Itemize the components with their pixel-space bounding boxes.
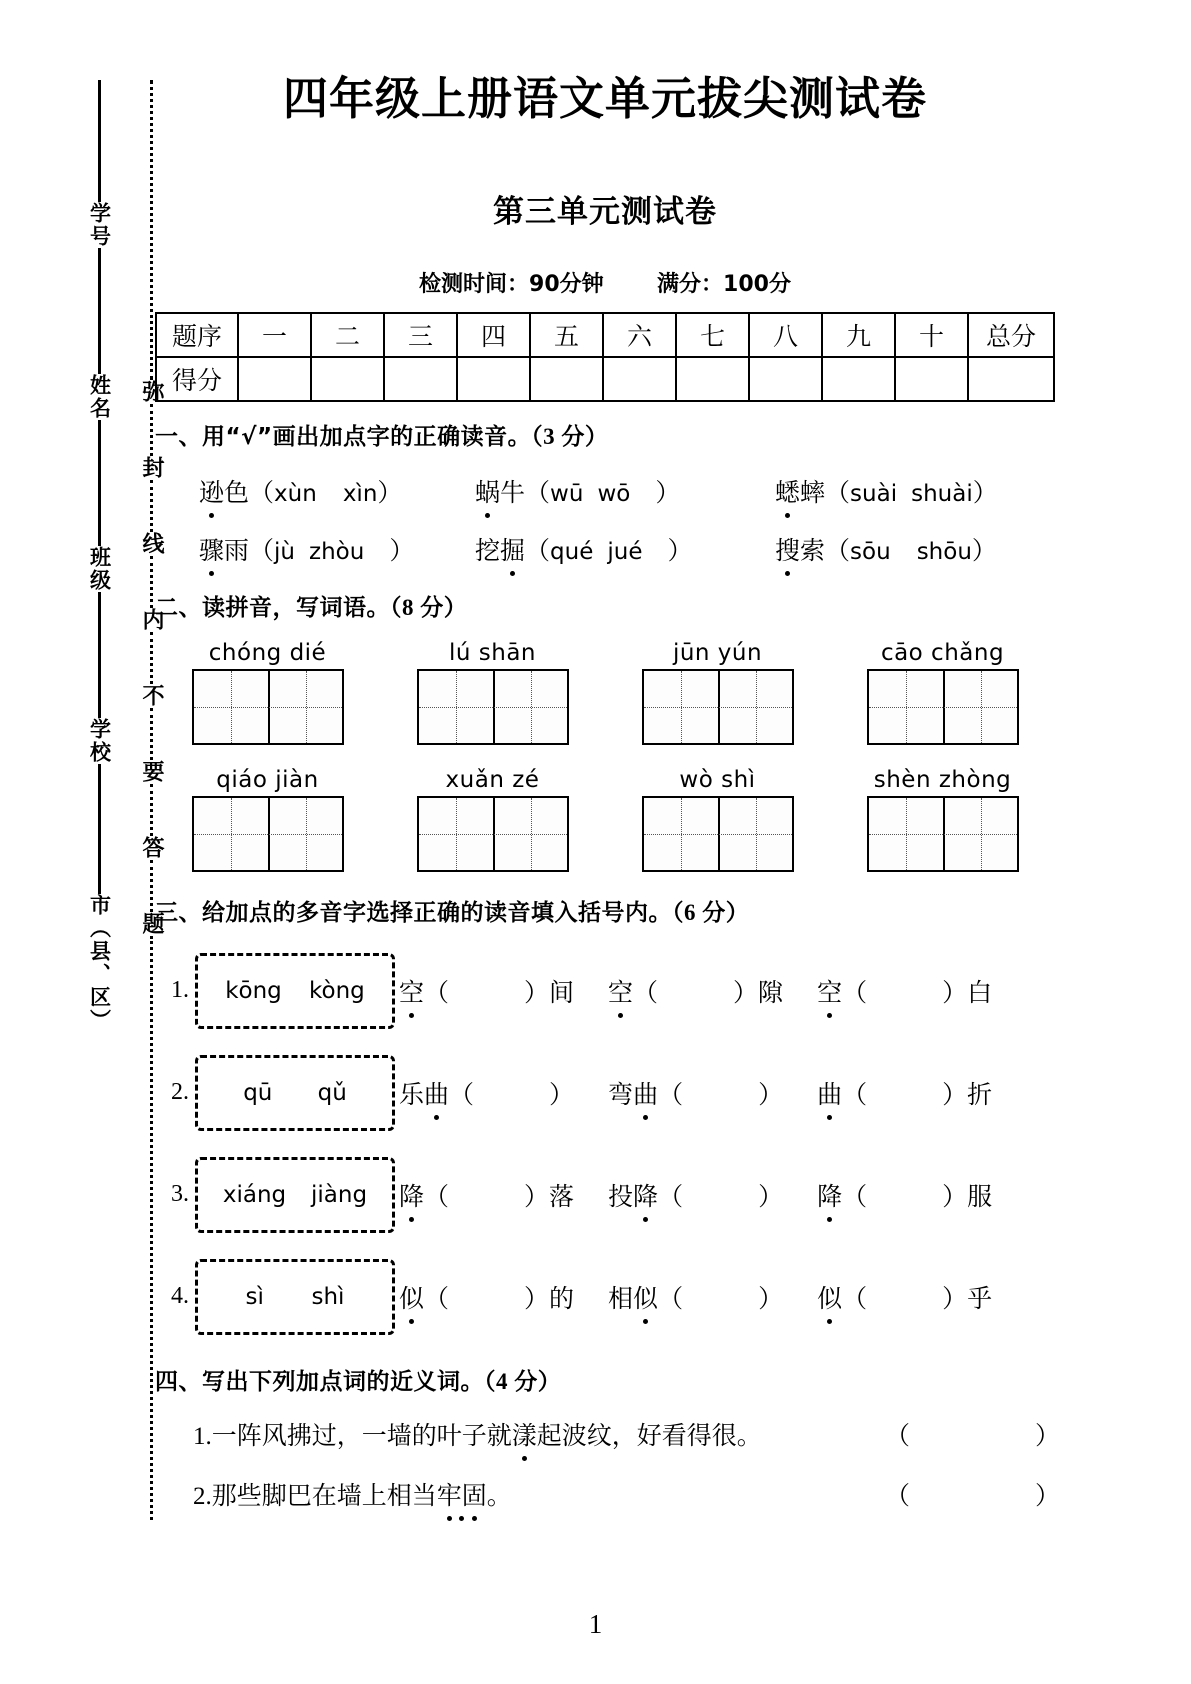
q3-pinyin-a[interactable]: kōng: [225, 977, 282, 1004]
q3-word-list[interactable]: [395, 1075, 992, 1111]
score-table-col-1: 一: [238, 313, 311, 357]
q2-writing-grid[interactable]: [867, 669, 1019, 745]
score-table-label-score: 得分: [156, 357, 238, 401]
score-cell-3[interactable]: [384, 357, 457, 401]
q1-item-1[interactable]: 逊色（xùn xìn）: [155, 473, 475, 509]
grid-square[interactable]: [268, 798, 342, 870]
q2-pinyin-label: xuǎn zé: [445, 766, 540, 793]
q4-item-number: 2.: [193, 1482, 212, 1510]
q3-pinyin-choice-box[interactable]: [195, 1055, 395, 1131]
q1-dotted-char: 蜗: [475, 473, 500, 509]
q3-word: [817, 1279, 992, 1315]
q3-dotted-char: 曲: [424, 1075, 449, 1111]
exam-meta: [155, 267, 1055, 298]
q4-dotted-char-2: 固: [462, 1476, 487, 1512]
grid-square[interactable]: [194, 671, 268, 743]
q3-pinyin-b[interactable]: shì: [311, 1283, 345, 1310]
q2-cell-8: [830, 767, 1055, 872]
score-table-col-4: 四: [457, 313, 530, 357]
q1-option-b[interactable]: shuài: [911, 480, 973, 507]
q1-dotted-char: 掘: [500, 531, 525, 567]
q3-dotted-char: 曲: [817, 1075, 842, 1111]
q3-word-tail[interactable]: （ ）: [658, 1081, 784, 1109]
q3-pinyin-choice-box[interactable]: [195, 1157, 395, 1233]
q2-cell-7: [605, 767, 830, 872]
section-heading-4: [155, 1363, 1055, 1396]
section-3-title: 三、给加点的多音字选择正确的读音填入括号内。: [155, 899, 672, 926]
grid-square[interactable]: [869, 671, 943, 743]
q4-sentence-part-a: 一阵风拂过，一墙的叶子就: [211, 1422, 512, 1450]
q2-writing-grid[interactable]: [417, 669, 569, 745]
section-4-title: 四、写出下列加点词的近义词。: [155, 1368, 484, 1395]
q1-dotted-char: 蟋: [775, 473, 800, 509]
q1-item-6[interactable]: 搜索（sōu shōu）: [775, 531, 1055, 567]
q1-option-a[interactable]: suài: [850, 480, 898, 507]
q2-cell-4: [830, 640, 1055, 745]
score-table-col-2: 二: [311, 313, 384, 357]
q1-dotted-char: 逊: [199, 473, 224, 509]
exam-full-marks: 满分：100分: [657, 271, 791, 297]
q2-cell-5: [155, 767, 380, 872]
q1-dotted-char: 搜: [775, 531, 800, 567]
q2-pinyin-label: lú shān: [448, 639, 536, 666]
q3-word-tail[interactable]: （ ）落: [424, 1183, 575, 1211]
section-2-title: 二、读拼音，写词语。: [155, 594, 390, 621]
score-cell-7[interactable]: [676, 357, 749, 401]
q4-sentence: [193, 1476, 885, 1512]
q1-option-b[interactable]: shōu: [916, 538, 972, 565]
q3-word: [817, 1177, 992, 1213]
q3-pinyin-choice-box[interactable]: [195, 953, 395, 1029]
score-cell-5[interactable]: [530, 357, 603, 401]
section-heading-3: [155, 894, 1055, 927]
q4-answer-blank[interactable]: [885, 1476, 1061, 1512]
grid-square[interactable]: [943, 671, 1017, 743]
seal-label-class: 班级: [87, 546, 112, 592]
grid-square[interactable]: [493, 798, 567, 870]
q1-option-b[interactable]: xìn: [342, 480, 378, 507]
q4-sentence-part-a: 那些脚巴在墙上相当: [211, 1482, 437, 1510]
q2-writing-grid[interactable]: [417, 796, 569, 872]
page-subtitle: 第三单元测试卷: [493, 193, 717, 230]
score-table-col-9: 九: [822, 313, 895, 357]
grid-square[interactable]: [268, 671, 342, 743]
q1-option-a[interactable]: jù: [274, 538, 296, 565]
q3-pinyin-a[interactable]: qū: [243, 1079, 273, 1106]
q1-option-b[interactable]: zhòu: [309, 538, 365, 565]
q2-cell-1: [155, 640, 380, 745]
q3-dotted-char: 似: [399, 1279, 424, 1315]
grid-square[interactable]: [718, 671, 792, 743]
q3-dotted-char: 曲: [633, 1075, 658, 1111]
q3-word: [399, 1279, 574, 1315]
q2-cell-3: [605, 640, 830, 745]
score-table-col-10: 十: [895, 313, 968, 357]
q3-word: [608, 1075, 783, 1111]
score-cell-6[interactable]: [603, 357, 676, 401]
q3-item-4: [155, 1259, 1055, 1335]
q4-dotted-word: [437, 1476, 487, 1512]
grid-square[interactable]: [419, 671, 493, 743]
q3-item-number: 4.: [171, 1283, 189, 1309]
q4-item-1: [155, 1416, 1061, 1452]
q3-pinyin-b[interactable]: jiàng: [311, 1181, 368, 1208]
q1-plain-char: 索: [800, 537, 826, 565]
section-1-title: 一、用“√”画出加点字的正确读音。: [155, 423, 532, 450]
q3-word-tail[interactable]: （ ）服: [842, 1183, 993, 1211]
q3-item-3: [155, 1157, 1055, 1233]
q3-dotted-char: 降: [633, 1177, 658, 1213]
q3-dotted-char: 降: [399, 1177, 424, 1213]
grid-square[interactable]: [493, 671, 567, 743]
grid-square[interactable]: [644, 798, 718, 870]
q2-writing-grid[interactable]: [642, 796, 794, 872]
q3-word-tail[interactable]: （ ）: [658, 1285, 784, 1313]
q2-pinyin-label: qiáo jiàn: [216, 766, 319, 793]
seal-char-feng: 封: [139, 456, 164, 480]
q1-option-a[interactable]: sōu: [850, 538, 891, 565]
score-cell-1[interactable]: [238, 357, 311, 401]
seal-char-da: 答: [139, 836, 164, 860]
q3-pinyin-a[interactable]: sì: [245, 1283, 264, 1310]
q2-pinyin-label: cāo chǎng: [880, 639, 1005, 666]
section-heading-2: [155, 589, 1055, 622]
q3-pinyin-b[interactable]: kòng: [309, 977, 365, 1004]
seal-label-city-district: 市（县、区）: [87, 894, 112, 1032]
seal-char-mi: 弥: [139, 380, 164, 404]
q3-word-head: 弯: [608, 1081, 634, 1109]
q3-word-head: 乐: [399, 1081, 425, 1109]
section-2-row-2: [155, 767, 1055, 872]
q3-word-head: 投: [608, 1183, 634, 1211]
q1-item-2[interactable]: 蜗牛（wū wō ）: [475, 473, 775, 509]
q3-pinyin-choice-box[interactable]: [195, 1259, 395, 1335]
q1-plain-char: 色: [224, 479, 250, 507]
seal-label-school: 学校: [87, 718, 112, 764]
section-1-row-2: [155, 531, 1055, 567]
q1-dotted-char: 骤: [199, 531, 224, 567]
q3-word-tail[interactable]: （ ）折: [842, 1081, 993, 1109]
q2-pinyin-label: wò shì: [679, 766, 756, 793]
q1-item-5[interactable]: 挖掘（qué jué ）: [475, 531, 775, 567]
q3-word-tail[interactable]: （ ）的: [424, 1285, 575, 1313]
q4-dotted-char-1: 牢: [437, 1476, 462, 1512]
q3-dotted-char: 似: [817, 1279, 842, 1315]
score-table-col-8: 八: [749, 313, 822, 357]
grid-square[interactable]: [869, 798, 943, 870]
q2-writing-grid[interactable]: [192, 669, 344, 745]
section-4-points: （4 分）: [484, 1368, 562, 1394]
q3-word-tail[interactable]: （ ）白: [842, 979, 993, 1007]
q3-word: [817, 1075, 992, 1111]
q3-word: [399, 973, 574, 1009]
exam-content: [155, 0, 1061, 1512]
seal-margin: [40, 80, 164, 1520]
q3-pinyin-a[interactable]: xiáng: [222, 1181, 287, 1208]
q1-plain-char: 牛: [500, 479, 526, 507]
q1-plain-char: 挖: [475, 537, 501, 565]
score-table-col-7: 七: [676, 313, 749, 357]
q3-pinyin-b[interactable]: qǔ: [317, 1079, 347, 1106]
seal-char-nei: 内: [139, 608, 164, 632]
seal-outer-column: [78, 80, 120, 1520]
exam-time: 检测时间：90分钟: [419, 271, 604, 297]
q4-sentence-part-b: 起波纹，好看得很。: [536, 1422, 762, 1450]
score-table-col-3: 三: [384, 313, 457, 357]
page-title: 四年级上册语文单元拔尖测试卷: [282, 72, 927, 125]
score-cell-total[interactable]: [968, 357, 1054, 401]
score-cell-10[interactable]: [895, 357, 968, 401]
q2-writing-grid[interactable]: [642, 669, 794, 745]
grid-square[interactable]: [194, 798, 268, 870]
q3-item-number: 2.: [171, 1079, 189, 1105]
table-row-score: [156, 357, 1054, 401]
score-table-col-6: 六: [603, 313, 676, 357]
q1-plain-char: 雨: [224, 537, 250, 565]
table-row-question-order: [156, 313, 1054, 357]
q1-option-b[interactable]: jué: [607, 538, 643, 565]
q3-dotted-char: 空: [608, 973, 633, 1009]
score-cell-8[interactable]: [749, 357, 822, 401]
q4-dotted-word: 漾: [512, 1416, 537, 1452]
seal-char-xian: 线: [139, 532, 164, 556]
q2-cell-6: [380, 767, 605, 872]
section-heading-1: [155, 418, 1055, 451]
score-table-label-question: 题序: [156, 313, 238, 357]
seal-char-ti: 题: [139, 912, 164, 936]
q3-dotted-char: 似: [633, 1279, 658, 1315]
q3-word-tail[interactable]: （ ）: [658, 1183, 784, 1211]
q4-item-number: 1.: [193, 1422, 212, 1450]
q3-word: [608, 973, 783, 1009]
q2-pinyin-label: shèn zhòng: [873, 766, 1012, 793]
q4-answer-blank[interactable]: [885, 1416, 1061, 1452]
seal-char-bu: 不: [139, 684, 164, 708]
q3-word-tail[interactable]: （ ）乎: [842, 1285, 993, 1313]
q3-word-list[interactable]: [395, 1177, 992, 1213]
q3-item-2: [155, 1055, 1055, 1131]
q2-pinyin-label: jūn yún: [672, 639, 763, 666]
q4-answer-parens[interactable]: （ ）: [885, 1422, 1061, 1450]
section-2-points: （8 分）: [390, 594, 468, 620]
q1-item-3[interactable]: 蟋蟀（suài shuài）: [775, 473, 1055, 509]
q3-word: [399, 1075, 574, 1111]
grid-square[interactable]: [419, 798, 493, 870]
seal-char-yao: 要: [139, 760, 164, 784]
q4-sentence-part-b: 。: [486, 1482, 512, 1510]
q3-word-tail[interactable]: （ ）: [449, 1081, 575, 1109]
q3-item-1: [155, 953, 1055, 1029]
section-1-row-1: [155, 473, 1055, 509]
q2-cell-2: [380, 640, 605, 745]
seal-label-name: 姓名: [87, 374, 112, 420]
q3-word-head: 相: [608, 1285, 634, 1313]
score-cell-2[interactable]: [311, 357, 384, 401]
score-table: [155, 312, 1055, 402]
q1-plain-char: 蟀: [800, 479, 826, 507]
q3-word-list[interactable]: [395, 973, 992, 1009]
q3-word: [608, 1177, 783, 1213]
q3-word: [817, 973, 992, 1009]
score-table-col-5: 五: [530, 313, 603, 357]
score-table-label-total: 总分: [968, 313, 1054, 357]
section-1-points: （3 分）: [531, 423, 609, 449]
q4-sentence: [193, 1416, 885, 1452]
q3-word-tail[interactable]: （ ）隙: [633, 979, 784, 1007]
q3-dotted-char: 降: [817, 1177, 842, 1213]
q1-option-a[interactable]: wū: [550, 480, 584, 507]
page-number: 1: [588, 1609, 603, 1639]
q3-word: [608, 1279, 783, 1315]
q1-option-a[interactable]: xùn: [274, 480, 317, 507]
score-cell-4[interactable]: [457, 357, 530, 401]
section-3-points: （6 分）: [672, 899, 750, 925]
q4-item-2: [155, 1476, 1061, 1512]
q2-pinyin-label: chóng dié: [208, 639, 327, 666]
q3-word-list[interactable]: [395, 1279, 992, 1315]
grid-square[interactable]: [644, 671, 718, 743]
q3-item-number: 3.: [171, 1181, 189, 1207]
q1-option-b[interactable]: wō: [597, 480, 631, 507]
q1-option-a[interactable]: qué: [550, 538, 594, 565]
q3-dotted-char: 空: [399, 973, 424, 1009]
score-cell-9[interactable]: [822, 357, 895, 401]
q3-dotted-char: 空: [817, 973, 842, 1009]
q2-writing-grid[interactable]: [867, 796, 1019, 872]
q4-answer-parens[interactable]: （ ）: [885, 1482, 1061, 1510]
q1-item-4[interactable]: 骤雨（jù zhòu ）: [155, 531, 475, 567]
q2-writing-grid[interactable]: [192, 796, 344, 872]
q3-item-number: 1.: [171, 977, 189, 1003]
section-2-row-1: [155, 640, 1055, 745]
q3-word: [399, 1177, 574, 1213]
grid-square[interactable]: [718, 798, 792, 870]
seal-label-student-id: 学号: [87, 202, 112, 248]
grid-square[interactable]: [943, 798, 1017, 870]
q3-word-tail[interactable]: （ ）间: [424, 979, 575, 1007]
